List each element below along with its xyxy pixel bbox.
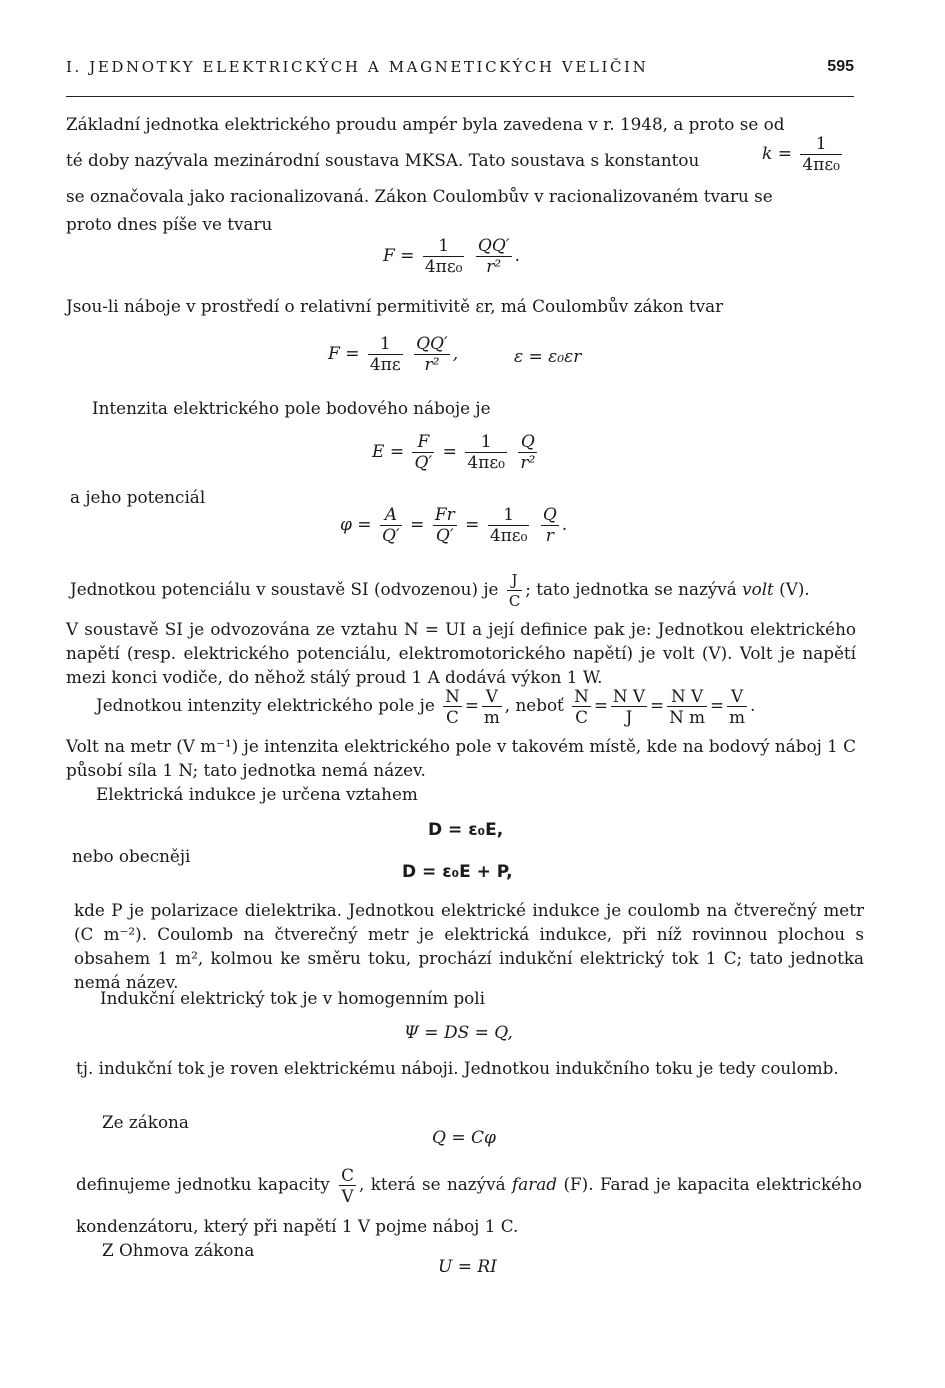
- numerator: 1: [368, 334, 403, 355]
- denominator: r: [545, 526, 554, 546]
- eq-sign: =: [650, 695, 665, 715]
- denominator: Q′: [414, 453, 433, 473]
- fraction: [518, 432, 537, 473]
- numerator: Q: [542, 505, 557, 525]
- fraction: [368, 334, 403, 375]
- paragraph-line: proto dnes píše ve tvaru: [66, 214, 273, 234]
- denominator: 4πε₀: [424, 257, 463, 277]
- denominator: 4πε: [369, 355, 401, 375]
- field-intensity-equation: [372, 432, 540, 473]
- denominator: Q′: [435, 526, 454, 546]
- numerator: 1: [800, 134, 842, 155]
- paragraph-line: Základní jednotka elektrického proudu ampér byla zavedena v r. 1948, a proto se od: [66, 114, 785, 134]
- denominator: r²: [520, 453, 536, 473]
- numerator: N V: [667, 686, 707, 707]
- denominator: C: [446, 707, 459, 727]
- coulomb-medium-equation: [328, 334, 458, 375]
- paragraph: tj. indukční tok je roven elektrickému náboji. Jednotkou indukčního toku je tedy coulomb.: [76, 1058, 839, 1078]
- denominator: C: [508, 592, 521, 610]
- ohm-equation: U = RI: [438, 1257, 497, 1277]
- paragraph-line: [76, 1164, 862, 1246]
- paragraph-line: [96, 686, 755, 727]
- displacement-equation: D = ε₀E,: [428, 820, 504, 840]
- fraction: [800, 134, 842, 175]
- displacement-general-equation: D = ε₀E + P,: [402, 862, 513, 882]
- numerator: Q: [518, 432, 537, 453]
- permittivity-equation: ε = ε₀εr: [514, 347, 582, 367]
- denominator: m: [483, 707, 500, 727]
- fraction: [476, 236, 512, 277]
- potential-equation: [340, 505, 567, 546]
- fraction: [488, 505, 530, 546]
- running-header: [66, 58, 854, 76]
- eq-sign: =: [593, 695, 608, 715]
- numerator: A: [380, 505, 402, 526]
- numerator: V: [482, 686, 502, 707]
- fraction: [380, 505, 402, 546]
- capacity-equation: Q = Cφ: [432, 1128, 496, 1148]
- paragraph: V soustavě SI je odvozována ze vztahu N = UI a její definice pak je: Jednotkou elektrického napětí (resp. elektrického potenciálu, elektromotorického napětí) je volt (V). Volt je napětí mezi konci vodiče, do něhož stálý proud 1 A dodává výkon 1 W.: [66, 619, 856, 687]
- eq-sign: =: [464, 695, 479, 715]
- eq-lhs: φ =: [340, 515, 372, 535]
- k-label: k =: [762, 144, 792, 164]
- paragraph-line: Intenzita elektrického pole bodového náboje je: [92, 398, 491, 418]
- text-run: , která se nazývá: [358, 1174, 506, 1194]
- fraction: [507, 570, 522, 611]
- numerator: 1: [465, 432, 507, 453]
- term-volt: volt: [742, 579, 774, 599]
- punct: ,: [452, 344, 459, 364]
- numerator: 1: [423, 236, 465, 257]
- fraction: [667, 686, 707, 727]
- numerator: V: [727, 686, 747, 707]
- k-constant-equation: [762, 134, 845, 175]
- denominator: 4πε₀: [467, 453, 505, 473]
- paragraph-line: Indukční elektrický tok je v homogenním poli: [100, 988, 486, 1008]
- fraction: [572, 686, 591, 727]
- text-run: (F). Farad je kapacita elektrického kondenzátoru, který při napětí 1 V pojme náboj 1 C.: [76, 1174, 862, 1236]
- denominator: J: [625, 707, 633, 727]
- numerator: C: [341, 1165, 354, 1185]
- paragraph: Volt na metr (V m⁻¹) je intenzita elektrického pole v takovém místě, kde na bodový náboj 1 C působí síla 1 N; tato jednotka nemá název.: [66, 736, 856, 780]
- paragraph-line: Ze zákona: [102, 1112, 189, 1132]
- numerator: QQ′: [416, 334, 448, 354]
- denominator: 4πε₀: [489, 526, 528, 546]
- fraction: [414, 334, 450, 375]
- numerator: N V: [612, 686, 646, 706]
- header-rule: [66, 96, 854, 97]
- denominator: V: [341, 1186, 354, 1206]
- denominator: Q′: [381, 526, 400, 546]
- text-run: Jednotkou intenzity elektrického pole je: [96, 695, 435, 715]
- fraction: [339, 1165, 356, 1206]
- paragraph-line: Z Ohmova zákona: [102, 1240, 255, 1260]
- numerator: F: [412, 432, 434, 453]
- text-run: , neboť: [504, 695, 564, 715]
- page-number: 595: [827, 58, 854, 75]
- paragraph-line: Jsou-li náboje v prostředí o relativní permitivitě εr, má Coulombův zákon tvar: [66, 296, 724, 316]
- coulomb-law-equation: [383, 236, 520, 277]
- fraction: [423, 236, 465, 277]
- paragraph-line: [70, 570, 810, 611]
- fraction: [433, 505, 457, 546]
- numerator: Fr: [434, 505, 455, 525]
- paragraph: kde P je polarizace dielektrika. Jednotkou elektrické indukce je coulomb na čtverečný metr (C m⁻²). Coulomb na čtverečný metr je elektrická indukce, při níž rovinnou plochou s obsahem 1 m², kolmou ke směru toku, prochází indukční elektrický tok 1 C; tato jednotka nemá název.: [74, 900, 864, 992]
- fraction: [443, 686, 462, 727]
- paragraph-line: té doby nazývala mezinárodní soustava MKSA. Tato soustava s konstantou: [66, 150, 700, 170]
- eq-sign: =: [710, 695, 725, 715]
- numerator: J: [507, 570, 522, 591]
- denominator: r²: [424, 355, 440, 375]
- eq-sign: =: [465, 515, 480, 535]
- denominator: N m: [669, 707, 706, 727]
- eq-lhs: F =: [328, 344, 360, 364]
- paragraph-line: Elektrická indukce je určena vztahem: [96, 784, 418, 804]
- eq-lhs: F =: [383, 246, 415, 266]
- punct: .: [514, 246, 521, 266]
- flux-equation: Ψ = DS = Q,: [404, 1023, 513, 1043]
- chapter-title: I. JEDNOTKY ELEKTRICKÝCH A MAGNETICKÝCH VELIČIN: [66, 58, 649, 76]
- fraction: [465, 432, 507, 473]
- text-run: definujeme jednotku kapacity: [76, 1174, 330, 1194]
- numerator: 1: [488, 505, 530, 526]
- numerator: N: [445, 686, 460, 706]
- denominator: m: [729, 707, 746, 727]
- eq-sign: =: [442, 442, 457, 462]
- numerator: N: [574, 686, 589, 706]
- fraction: [482, 686, 502, 727]
- text-run: ; tato jednotka se nazývá: [525, 579, 737, 599]
- term-farad: farad: [512, 1174, 558, 1194]
- fraction: [727, 686, 747, 727]
- eq-sign: =: [410, 515, 425, 535]
- paragraph-line: se označovala jako racionalizovaná. Zákon Coulombův v racionalizovaném tvaru se: [66, 186, 773, 206]
- denominator: C: [575, 707, 588, 727]
- denominator: r²: [486, 257, 502, 277]
- punct: .: [561, 515, 568, 535]
- text-run: Jednotkou potenciálu v soustavě SI (odvozenou) je: [70, 579, 499, 599]
- fraction: [611, 686, 647, 727]
- eq-lhs: E =: [372, 442, 405, 462]
- paragraph-line: a jeho potenciál: [70, 487, 206, 507]
- denominator: 4πε₀: [802, 155, 840, 175]
- fraction: [541, 505, 559, 546]
- numerator: QQ′: [477, 236, 510, 256]
- punct: .: [750, 695, 756, 715]
- text-run: (V).: [779, 579, 810, 599]
- fraction: [412, 432, 434, 473]
- paragraph-line: nebo obecněji: [72, 846, 191, 866]
